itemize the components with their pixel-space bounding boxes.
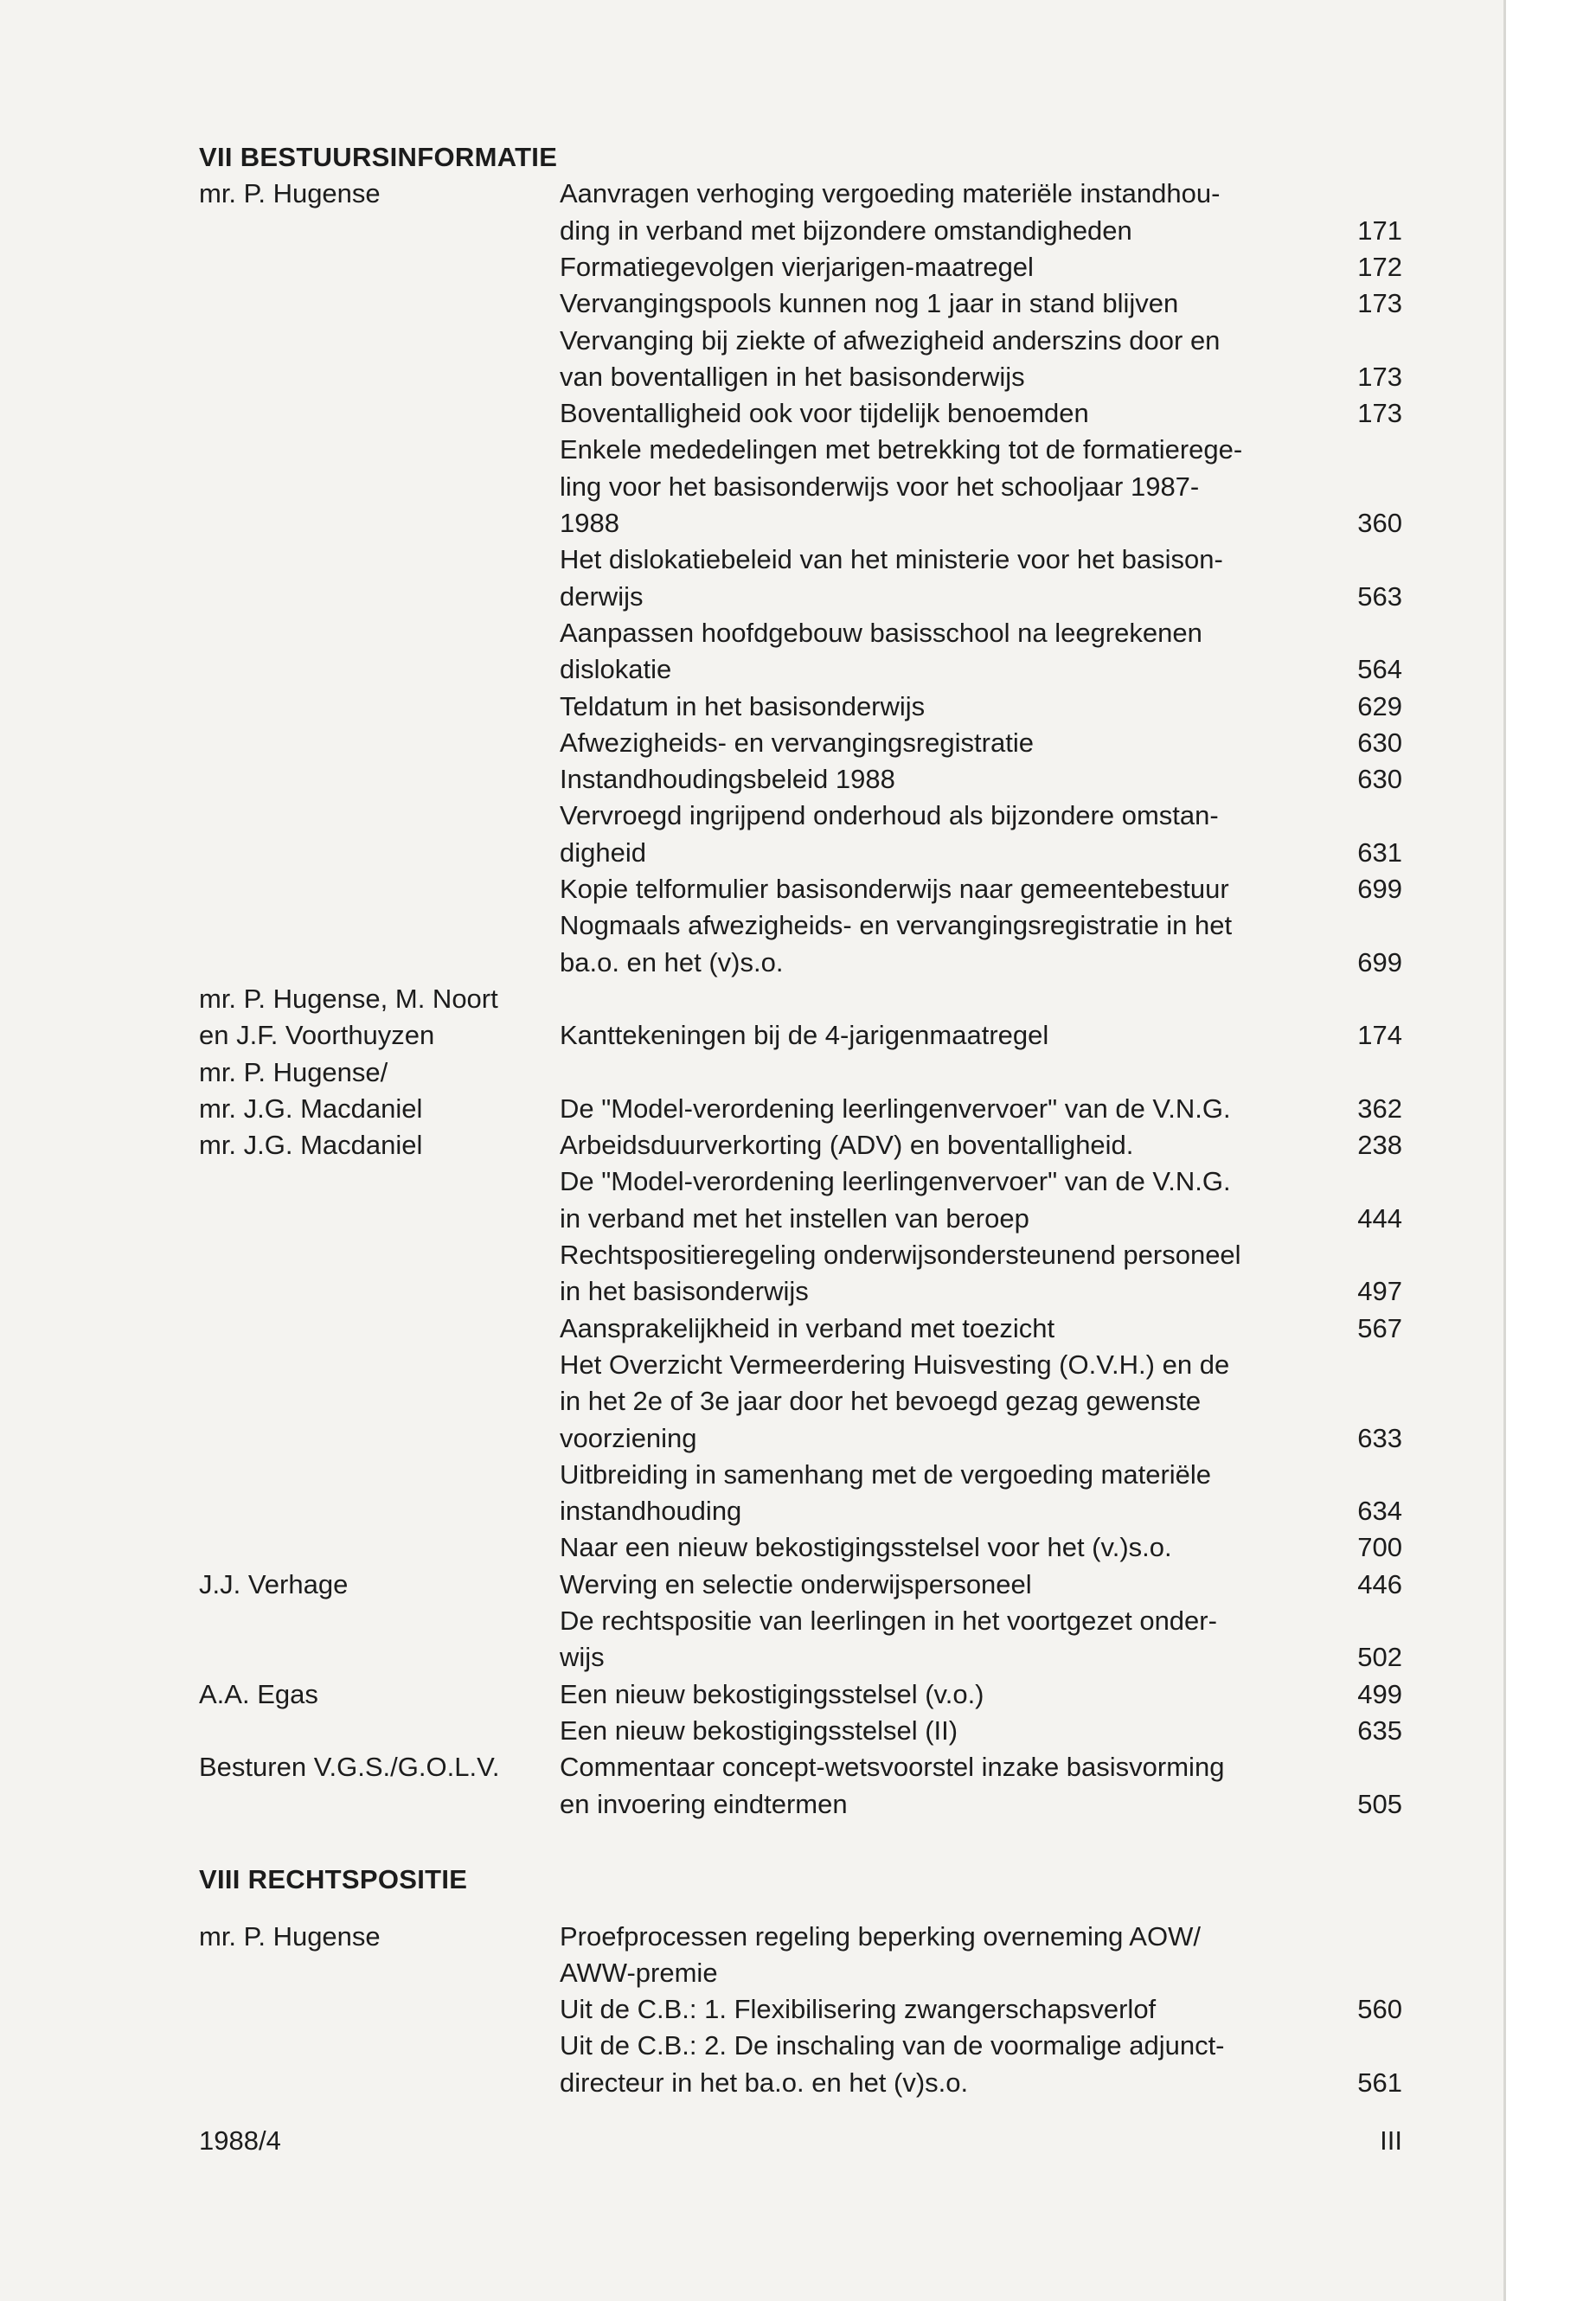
entry-title: Arbeidsduurverkorting (ADV) en boventalligheid. [560, 1130, 1134, 1161]
entry-title: van boventalligen in het basisonderwijs [560, 361, 1025, 392]
entry-title: Een nieuw bekostigingsstelsel (II) [560, 1715, 958, 1746]
entry-page-number: 631 [1357, 836, 1402, 868]
entry-title: Aanvragen verhoging vergoeding materiële instandhou- [560, 178, 1221, 209]
entry-page-number: 173 [1357, 398, 1402, 429]
author-name: mr. P. Hugense, M. Noort [199, 983, 498, 1014]
entry-title: Afwezigheids- en vervangingsregistratie [560, 727, 1034, 758]
entry-title: Een nieuw bekostigingsstelsel (v.o.) [560, 1678, 984, 1709]
entry-title: De rechtspositie van leerlingen in het voortgezet onder- [560, 1606, 1217, 1636]
entry-page-number: 630 [1357, 727, 1402, 758]
entry-title: en invoering eindtermen [560, 1788, 848, 1819]
author-name: mr. J.G. Macdaniel [199, 1093, 423, 1124]
entry-page-number: 561 [1357, 2067, 1402, 2098]
entry-title: in het 2e of 3e jaar door het bevoegd gezag gewenste [560, 1386, 1202, 1417]
entry-title: Het dislokatiebeleid van het ministerie voor het basison- [560, 544, 1223, 575]
entry-page-number: 635 [1357, 1715, 1402, 1746]
entry-title: ding in verband met bijzondere omstandigheden [560, 215, 1132, 246]
entry-title: ling voor het basisonderwijs voor het schooljaar 1987- [560, 471, 1200, 502]
entry-title: digheid [560, 836, 646, 868]
entry-title: Vervanging bij ziekte of afwezigheid anderszins door en [560, 324, 1221, 356]
entry-title: Kanttekeningen bij de 4-jarigenmaatregel [560, 1020, 1049, 1051]
entry-title: Rechtspositieregeling onderwijsondersteunend personeel [560, 1240, 1241, 1270]
entry-title: in verband met het instellen van beroep [560, 1202, 1029, 1234]
author-name: J.J. Verhage [199, 1568, 349, 1599]
entry-title: Teldatum in het basisonderwijs [560, 690, 926, 721]
entry-title: directeur in het ba.o. en het (v)s.o. [560, 2067, 969, 2098]
entry-page-number: 630 [1357, 764, 1402, 795]
entry-page-number: 173 [1357, 288, 1402, 319]
entry-title: Het Overzicht Vermeerdering Huisvesting (O.V.H.) en de [560, 1349, 1230, 1380]
entry-page-number: 563 [1357, 580, 1402, 612]
author-name: mr. P. Hugense/ [199, 1056, 388, 1087]
entry-title: De "Model-verordening leerlingenvervoer" van de V.N.G. [560, 1093, 1231, 1124]
entry-page-number: 238 [1357, 1130, 1402, 1161]
entry-title: wijs [560, 1642, 605, 1673]
entry-title: Vervroegd ingrijpend onderhoud als bijzondere omstan- [560, 800, 1219, 831]
entry-page-number: 171 [1357, 215, 1402, 246]
entry-page-number: 699 [1357, 874, 1402, 904]
entry-page-number: 497 [1357, 1276, 1402, 1307]
author-name: mr. P. Hugense [199, 1920, 381, 1952]
issue-number: 1988/4 [199, 2125, 281, 2156]
entry-title: Instandhoudingsbeleid 1988 [560, 764, 895, 795]
entry-title: dislokatie [560, 654, 672, 685]
entry-page-number: 700 [1357, 1532, 1402, 1563]
entry-title: Uit de C.B.: 1. Flexibilisering zwangerschapsverlof [560, 1994, 1157, 2025]
entry-page-number: 444 [1357, 1202, 1402, 1234]
entry-page-number: 633 [1357, 1422, 1402, 1453]
entry-title: ba.o. en het (v)s.o. [560, 946, 784, 977]
entry-title: voorziening [560, 1422, 697, 1453]
entry-title: Aanpassen hoofdgebouw basisschool na leegrekenen [560, 617, 1202, 648]
entry-title: instandhouding [560, 1496, 742, 1527]
author-name: mr. J.G. Macdaniel [199, 1130, 423, 1161]
entry-page-number: 174 [1357, 1020, 1402, 1051]
author-name: mr. P. Hugense [199, 178, 381, 209]
entry-page-number: 446 [1357, 1568, 1402, 1599]
author-name: en J.F. Voorthuyzen [199, 1020, 435, 1051]
entry-page-number: 173 [1357, 361, 1402, 392]
entry-title: 1988 [560, 508, 619, 538]
entry-page-number: 505 [1357, 1788, 1402, 1819]
entry-page-number: 634 [1357, 1496, 1402, 1527]
entry-title: Proefprocessen regeling beperking overneming AOW/ [560, 1920, 1201, 1952]
section-heading: VII BESTUURSINFORMATIE [199, 142, 558, 172]
entry-page-number: 629 [1357, 690, 1402, 721]
entry-title: AWW-premie [560, 1957, 718, 1988]
entry-title: Naar een nieuw bekostigingsstelsel voor het (v.)s.o. [560, 1532, 1172, 1563]
author-name: A.A. Egas [199, 1678, 318, 1709]
entry-title: De "Model-verordening leerlingenvervoer" van de V.N.G. [560, 1166, 1231, 1197]
entry-title: Kopie telformulier basisonderwijs naar gemeentebestuur [560, 874, 1229, 904]
page-number-roman: III [1380, 2125, 1402, 2156]
entry-title: Werving en selectie onderwijspersoneel [560, 1568, 1032, 1599]
entry-title: Boventalligheid ook voor tijdelijk benoemden [560, 398, 1089, 429]
entry-title: Uitbreiding in samenhang met de vergoeding materiële [560, 1458, 1212, 1490]
entry-title: Vervangingspools kunnen nog 1 jaar in stand blijven [560, 288, 1179, 319]
entry-title: in het basisonderwijs [560, 1276, 809, 1307]
entry-title: Uit de C.B.: 2. De inschaling van de voormalige adjunct- [560, 2030, 1225, 2061]
entry-page-number: 499 [1357, 1678, 1402, 1709]
entry-page-number: 360 [1357, 508, 1402, 538]
entry-title: derwijs [560, 580, 644, 612]
entry-page-number: 560 [1357, 1994, 1402, 2025]
entry-page-number: 172 [1357, 251, 1402, 282]
entry-title: Aansprakelijkheid in verband met toezicht [560, 1312, 1055, 1343]
entry-page-number: 564 [1357, 654, 1402, 685]
entry-page-number: 362 [1357, 1093, 1402, 1124]
entry-page-number: 502 [1357, 1642, 1402, 1673]
section-heading: VIII RECHTSPOSITIE [199, 1864, 468, 1894]
entry-title: Formatiegevolgen vierjarigen-maatregel [560, 251, 1034, 282]
entry-title: Nogmaals afwezigheids- en vervangingsregistratie in het [560, 910, 1233, 941]
entry-page-number: 699 [1357, 946, 1402, 977]
entry-page-number: 567 [1357, 1312, 1402, 1343]
author-name: Besturen V.G.S./G.O.L.V. [199, 1752, 500, 1783]
entry-title: Enkele mededelingen met betrekking tot de formatierege- [560, 434, 1243, 465]
entry-title: Commentaar concept-wetsvoorstel inzake basisvorming [560, 1752, 1225, 1783]
